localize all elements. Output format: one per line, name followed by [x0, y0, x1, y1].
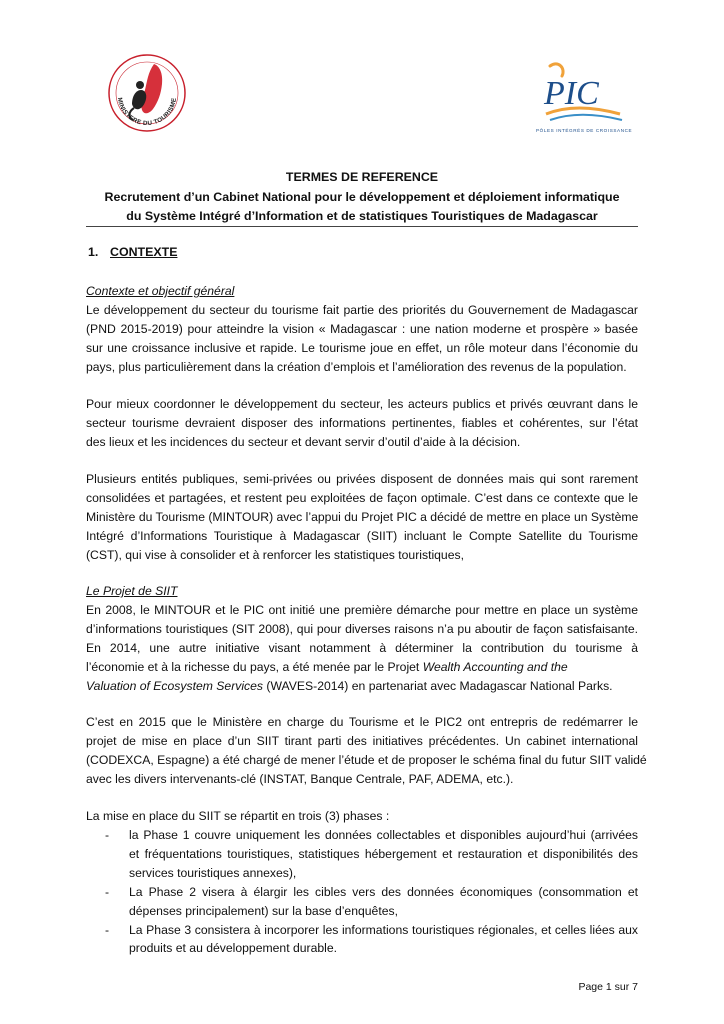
paragraph — [86, 301, 638, 377]
text-line: et fréquentations touristiques, statistiques hébergement et restauration et disponibilités des — [129, 846, 638, 861]
text-line: (CST), qui vise à consolider et à renforcer les statistiques touristiques, — [86, 547, 464, 562]
text-line: produits et au développement durable. — [129, 941, 338, 956]
phases-intro: La mise en place du SIIT se répartit en trois (3) phases : — [86, 809, 390, 823]
text-line: En 2014, une autre initiative visant notamment à déterminer la contribution du tourisme à — [86, 640, 638, 655]
text-line: Ministère du Tourisme (MINTOUR) avec l’appui du Projet PIC a décidé de mettre en place un Système — [86, 509, 639, 524]
text-line: C’est en 2015 que le Ministère en charge du Tourisme et le PIC2 ont entrepris de redémarrer le — [86, 715, 638, 729]
italic-run: Valuation of Ecosystem Services — [86, 678, 264, 693]
subhead-contexte: Contexte et objectif général — [86, 284, 235, 298]
paragraph-block — [86, 713, 647, 789]
text-line: (PND 2015-2019) pour atteindre la vision « Madagascar : une nation moderne et prospère » basée — [86, 321, 638, 336]
pic-wave-icon — [536, 62, 628, 126]
header-subtitle-1: Recrutement d’un Cabinet National pour le développement et déploiement informatique — [104, 189, 620, 204]
text-line: avec les divers intervenants-clé (INSTAT, Banque Centrale, PAF, ADEMA, etc.). — [86, 771, 514, 786]
ministere-logo — [106, 52, 188, 134]
text-line: (CODEXCA, Espagne) a été chargé de mener l’étude et de proposer le schéma final du futur SIIT validé — [86, 752, 647, 767]
phases-intro-block — [86, 807, 638, 826]
text-line — [86, 677, 638, 696]
text-run: l’économie et à la richesse du pays, a été menée par le Projet — [86, 659, 423, 674]
pic-caption: PÔLES INTÉGRÉS DE CROISSANCE — [536, 128, 633, 133]
section-heading — [88, 245, 177, 259]
text-line: consolidées et partagées, et restent peu exploitées de façon optimale. C’est dans ce contexte que le — [86, 490, 638, 505]
paragraph-block — [86, 470, 638, 565]
paragraph — [86, 470, 638, 565]
pic-logo — [536, 62, 633, 140]
list-item — [86, 921, 638, 959]
text-line: pays, plus particulièrement dans la création d’emplois et l’amélioration des revenus de la population. — [86, 359, 627, 374]
text-line — [86, 658, 638, 677]
text-line: Le développement du secteur du tourisme fait partie des priorités du Gouvernement de Madagascar — [86, 302, 638, 317]
text-line: des lieux et les incidences du secteur et devant servir d’outil d’aide à la décision. — [86, 434, 521, 449]
ministere-seal-icon — [106, 52, 188, 134]
document-header — [86, 168, 638, 227]
paragraph — [86, 395, 638, 452]
section-title: CONTEXTE — [110, 245, 178, 259]
text-line: services touristiques annexes), — [129, 865, 297, 880]
svg-text:MINISTERE DU TOURISME: MINISTERE DU TOURISME — [115, 97, 179, 128]
svg-text:PIC: PIC — [544, 75, 599, 112]
header-title: TERMES DE REFERENCE — [285, 170, 439, 184]
page-number: Page 1 sur 7 — [578, 981, 638, 993]
paragraph — [86, 713, 647, 789]
text-line: d’informations touristiques (SIT 2008), qui pour diverses raisons n’a pu aboutir de façon satisfaisante. — [86, 621, 638, 636]
projet-block — [86, 582, 638, 695]
text-line: sur une croissance inclusive et rapide. Le tourisme joue en effet, un rôle moteur dans l’économie du — [86, 340, 638, 355]
phases-list — [86, 826, 638, 958]
list-item — [86, 826, 638, 883]
bullet-dash: - — [105, 922, 110, 937]
text-line: En 2008, le MINTOUR et le PIC ont initié une première démarche pour mettre en place un système — [86, 602, 638, 617]
list-item — [86, 883, 638, 921]
text-line: la Phase 1 couvre uniquement les données collectables et disponibles aujourd’hui (arrivées — [129, 828, 638, 842]
paragraph — [86, 601, 638, 696]
section-number: 1. — [88, 245, 99, 259]
text-line: La Phase 3 consistera à incorporer les informations touristiques régionales, et celles liées aux — [129, 922, 638, 937]
text-line: dépenses principalement) sur la base d’enquêtes, — [129, 903, 398, 918]
text-line: Intégré d’Informations Touristique à Madagascar (SIIT) incluant le Compte Satellite du Tourisme — [86, 528, 638, 543]
paragraph-block — [86, 395, 638, 452]
text-line: Plusieurs entités publiques, semi-privées ou privées disposent de données mais qui sont rarement — [86, 472, 638, 486]
contexte-block — [86, 282, 638, 377]
bullet-dash: - — [105, 884, 110, 899]
text-line: secteur tourisme devraient disposer des informations pertinentes, fiables et cohérentes, sur l’état — [86, 415, 638, 430]
subhead-projet: Le Projet de SIIT — [86, 584, 178, 598]
header-subtitle-2: du Système Intégré d’Information et de statistiques Touristiques de Madagascar — [126, 209, 598, 223]
italic-run: Wealth Accounting and the — [422, 659, 568, 674]
text-run: (WAVES-2014) en partenariat avec Madagascar National Parks. — [263, 678, 613, 693]
text-line: projet de mise en place d’un SIIT tirant parti des initiatives précédentes. Un cabinet international — [86, 733, 638, 748]
text-line: Pour mieux coordonner le développement du secteur, les acteurs publics et privés œuvrant dans le — [86, 397, 638, 411]
header-divider — [86, 226, 638, 227]
text-line: La Phase 2 visera à élargir les cibles vers des données économiques (consommation et — [129, 884, 638, 899]
bullet-dash: - — [105, 828, 110, 842]
